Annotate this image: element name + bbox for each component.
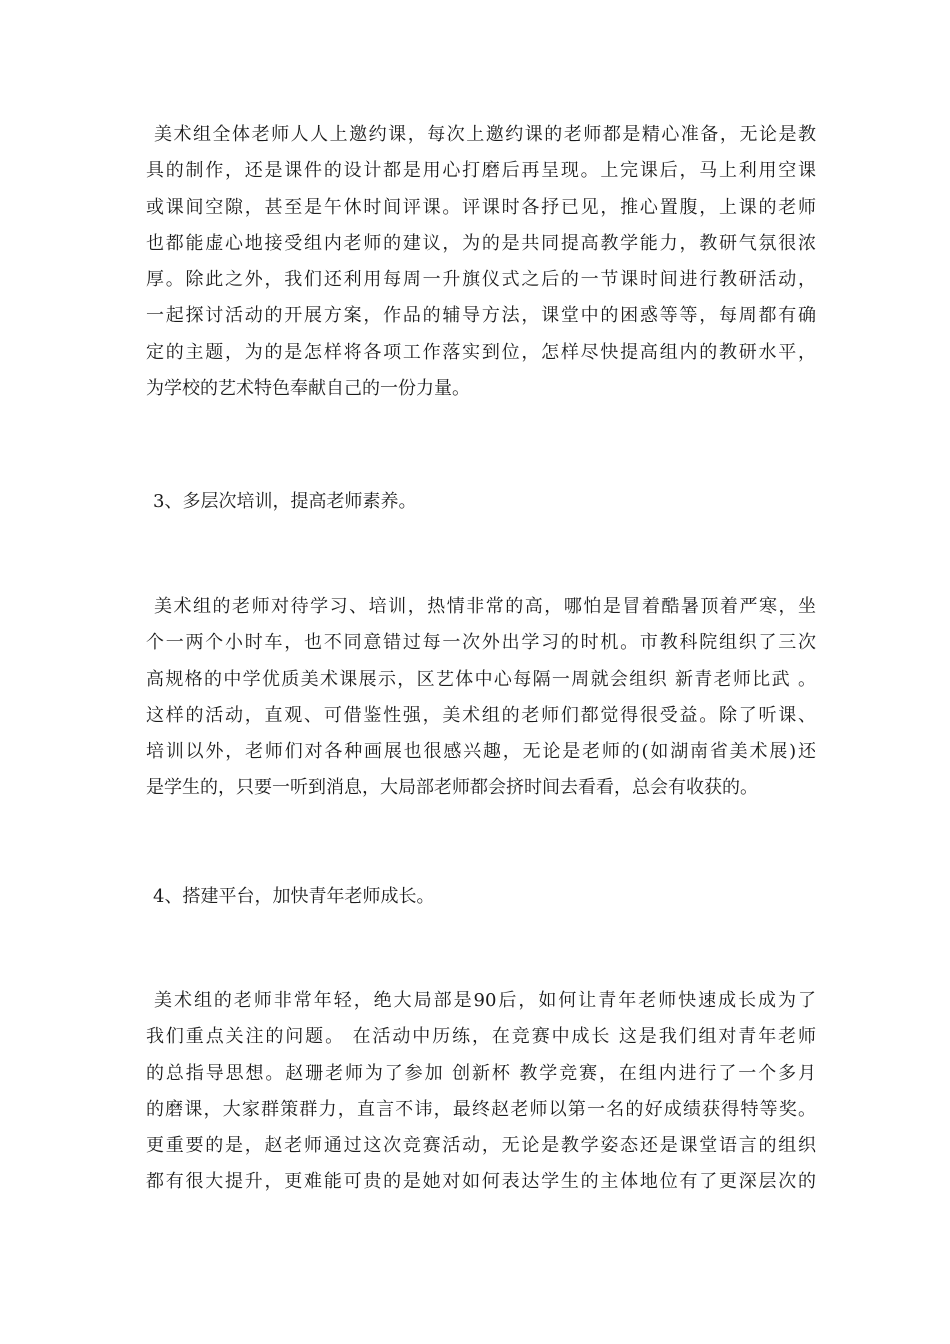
paragraph-line: 美术组的老师对待学习、培训，热情非常的高，哪怕是冒着酷暑顶着严寒，坐 <box>154 596 816 617</box>
paragraph-line: 一起探讨活动的开展方案，作品的辅导方法，课堂中的困惑等等，每周都有确 <box>146 305 816 327</box>
paragraph-line: 的磨课，大家群策群力，直言不讳，最终赵老师以第一名的好成绩获得特等奖。 <box>146 1098 816 1120</box>
paragraph-line: 我们重点关注的问题。 在活动中历练，在竞赛中成长 这是我们组对青年老师 <box>146 1026 816 1048</box>
paragraph-line: 是学生的，只要一听到消息，大局部老师都会挤时间去看看，总会有收获的。 <box>146 777 758 799</box>
paragraph-line: 个一两个小时车，也不同意错过每一次外出学习的时机。市教科院组织了三次 <box>146 632 816 654</box>
paragraph-line: 定的主题，为的是怎样将各项工作落实到位，怎样尽快提高组内的教研水平， <box>146 341 816 363</box>
paragraph-line: 培训以外，老师们对各种画展也很感兴趣，无论是老师的(如湖南省美术展)还 <box>146 741 816 763</box>
paragraph-line: 美术组的老师非常年轻，绝大局部是90后，如何让青年老师快速成长成为了 <box>154 990 816 1011</box>
paragraph-line: 更重要的是，赵老师通过这次竞赛活动，无论是教学姿态还是课堂语言的组织 <box>146 1135 816 1157</box>
paragraph-line: 这样的活动，直观、可借鉴性强，美术组的老师们都觉得很受益。除了听课、 <box>146 704 816 726</box>
paragraph-line: 为学校的艺术特色奉献自己的一份力量。 <box>146 378 470 400</box>
paragraph-line: 高规格的中学优质美术课展示，区艺体中心每隔一周就会组织 新青老师比武 。 <box>146 668 816 690</box>
paragraph-line: 或课间空隙，甚至是午休时间评课。评课时各抒已见，推心置腹，上课的老师 <box>146 196 816 218</box>
paragraph-line: 都有很大提升，更难能可贵的是她对如何表达学生的主体地位有了更深层次的 <box>146 1171 816 1193</box>
paragraph-line: 的总指导思想。赵珊老师为了参加 创新杯 教学竞赛，在组内进行了一个多月 <box>146 1062 816 1084</box>
paragraph-line: 也都能虚心地接受组内老师的建议，为的是共同提高教学能力，教研气氛很浓 <box>146 232 816 254</box>
paragraph-teaching-research <box>146 117 816 407</box>
paragraph-training <box>146 589 816 807</box>
paragraph-line: 具的制作，还是课件的设计都是用心打磨后再呈现。上完课后，马上利用空课 <box>146 160 816 182</box>
paragraph-young-teachers <box>146 983 816 1201</box>
paragraph-line: 美术组全体老师人人上邀约课，每次上邀约课的老师都是精心准备，无论是教 <box>154 124 816 145</box>
section-heading-4: 4、搭建平台，加快青年老师成长。 <box>153 886 435 907</box>
section-heading-3: 3、多层次培训，提高老师素养。 <box>153 491 417 512</box>
paragraph-line: 厚。除此之外，我们还利用每周一升旗仪式之后的一节课时间进行教研活动， <box>146 269 816 291</box>
